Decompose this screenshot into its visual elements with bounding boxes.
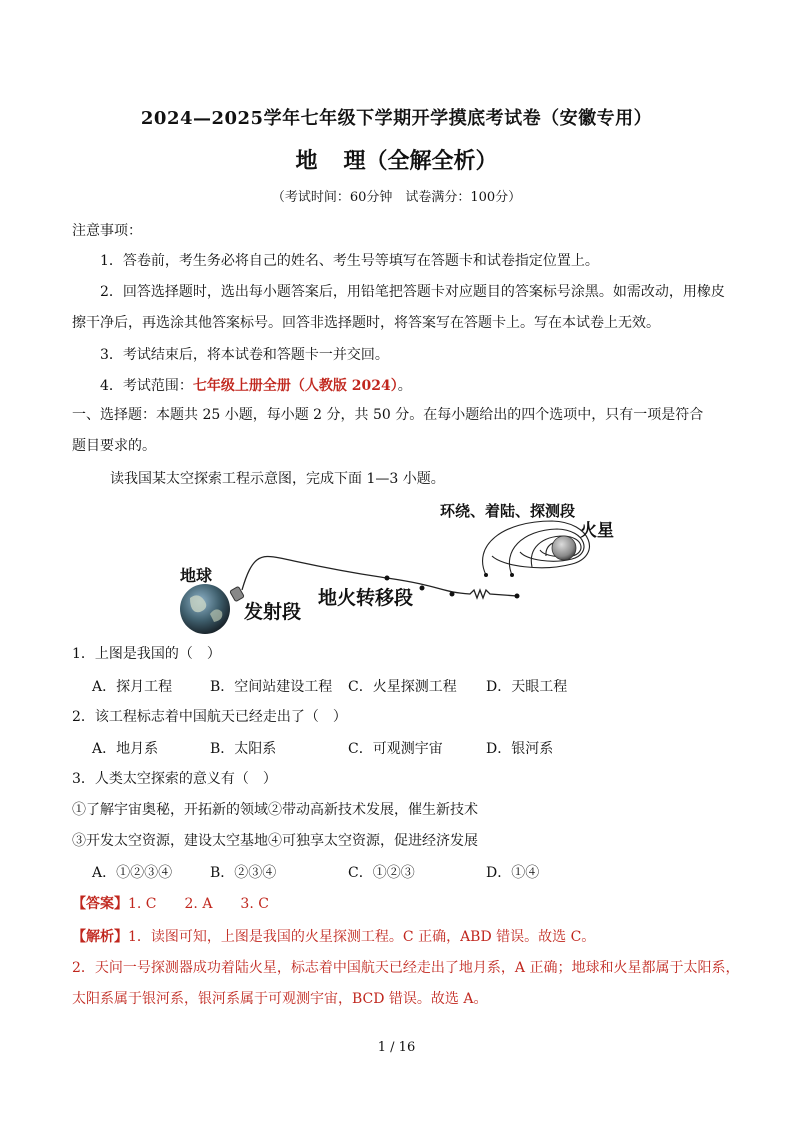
note-4 <box>100 375 412 395</box>
transfer-label: 地火转移段 <box>318 587 414 609</box>
orbit-label: 环绕、着陆、探测段 <box>440 502 576 520</box>
analysis-text-1: 1．读图可知，上图是我国的火星探测工程。C 正确，ABD 错误。故选 C。 <box>128 929 596 945</box>
section-heading-cont: 题目要求的。 <box>72 438 156 454</box>
question-1-stem: 1．上图是我国的（ ） <box>72 646 221 662</box>
question-3-statement-1: ①了解宇宙奥秘，开拓新的领域②带动高新技术发展，催生新技术 <box>72 802 478 818</box>
answer-tag: 【答案】 <box>72 896 128 912</box>
subject-char: 地 <box>295 148 318 174</box>
analysis-line-2: 2．天问一号探测器成功着陆火星，标志着中国航天已经走出了地月系，A 正确；地球和火星都属于太阳系， <box>72 960 740 976</box>
analysis-line-3: 太阳系属于银河系，银河系属于可观测宇宙，BCD 错误。故选 A。 <box>72 991 488 1007</box>
trajectory-dot <box>450 592 455 597</box>
question-3-statement-2: ③开发太空资源，建设太空基地④可独享太空资源，促进经济发展 <box>72 833 478 849</box>
question-2-option-c: C．可观测宇宙 <box>348 741 443 757</box>
question-2-option-b: B．太阳系 <box>210 741 277 757</box>
section-heading: 一、选择题：本题共 25 小题，每小题 2 分，共 50 分。在每小题给出的四个选项中，只有一项是符合 <box>72 407 704 423</box>
mars-label: 火星 <box>580 521 614 541</box>
mars-mission-diagram <box>172 496 642 636</box>
notes-heading: 注意事项： <box>72 223 142 239</box>
page-number: 1 / 16 <box>377 1040 416 1055</box>
launch-label: 发射段 <box>244 601 302 623</box>
note-4-scope: 七年级上册全册（人教版 2024） <box>192 378 398 394</box>
subject-title <box>0 144 793 175</box>
note-4-suffix: 。 <box>397 378 412 394</box>
exam-meta: （考试时间：60分钟 试卷满分：100分） <box>271 190 522 205</box>
earth-icon <box>180 584 230 634</box>
question-1-option-b: B．空间站建设工程 <box>210 679 333 695</box>
question-3-option-b: B．②③④ <box>210 865 277 881</box>
question-2-option-d: D．银河系 <box>486 741 554 757</box>
analysis-tag: 【解析】 <box>72 929 128 945</box>
trajectory-dot <box>385 576 390 581</box>
question-3-option-a: A．①②③④ <box>92 865 173 881</box>
question-2-option-a: A．地月系 <box>92 741 159 757</box>
question-3-option-c: C．①②③ <box>348 865 415 881</box>
exam-title: 2024—2025学年七年级下学期开学摸底考试卷（安徽专用） <box>140 108 653 129</box>
mars-icon <box>552 536 576 560</box>
subject-rest: 理（全解全析） <box>343 148 498 174</box>
note-1: 1．答卷前，考生务必将自己的姓名、考生号等填写在答题卡和试卷指定位置上。 <box>100 253 599 269</box>
question-3-stem: 3．人类太空探索的意义有（ ） <box>72 771 277 787</box>
answer-text: 1. C 2. A 3. C <box>128 896 269 912</box>
answer-line <box>72 893 269 913</box>
question-1-option-c: C．火星探测工程 <box>348 679 457 695</box>
question-1-option-d: D．天眼工程 <box>486 679 568 695</box>
note-2b: 擦干净后，再选涂其他答案标号。回答非选择题时，将答案写在答题卡上。写在本试卷上无效。 <box>72 315 660 331</box>
note-2a: 2．回答选择题时，选出每小题答案后，用铅笔把答题卡对应题目的答案标号涂黑。如需改动，用橡皮 <box>100 284 725 300</box>
trajectory-dot <box>420 586 425 591</box>
question-2-stem: 2．该工程标志着中国航天已经走出了（ ） <box>72 709 347 725</box>
section-intro: 读我国某太空探索工程示意图，完成下面 1—3 小题。 <box>110 471 445 487</box>
trajectory-dot <box>515 594 520 599</box>
analysis-line-1 <box>72 926 595 946</box>
question-3-option-d: D．①④ <box>486 865 540 881</box>
question-1-option-a: A．探月工程 <box>92 679 173 695</box>
earth-label: 地球 <box>180 566 213 585</box>
note-4-prefix: 4．考试范围： <box>100 378 193 394</box>
note-3: 3．考试结束后，将本试卷和答题卡一并交回。 <box>100 347 389 363</box>
